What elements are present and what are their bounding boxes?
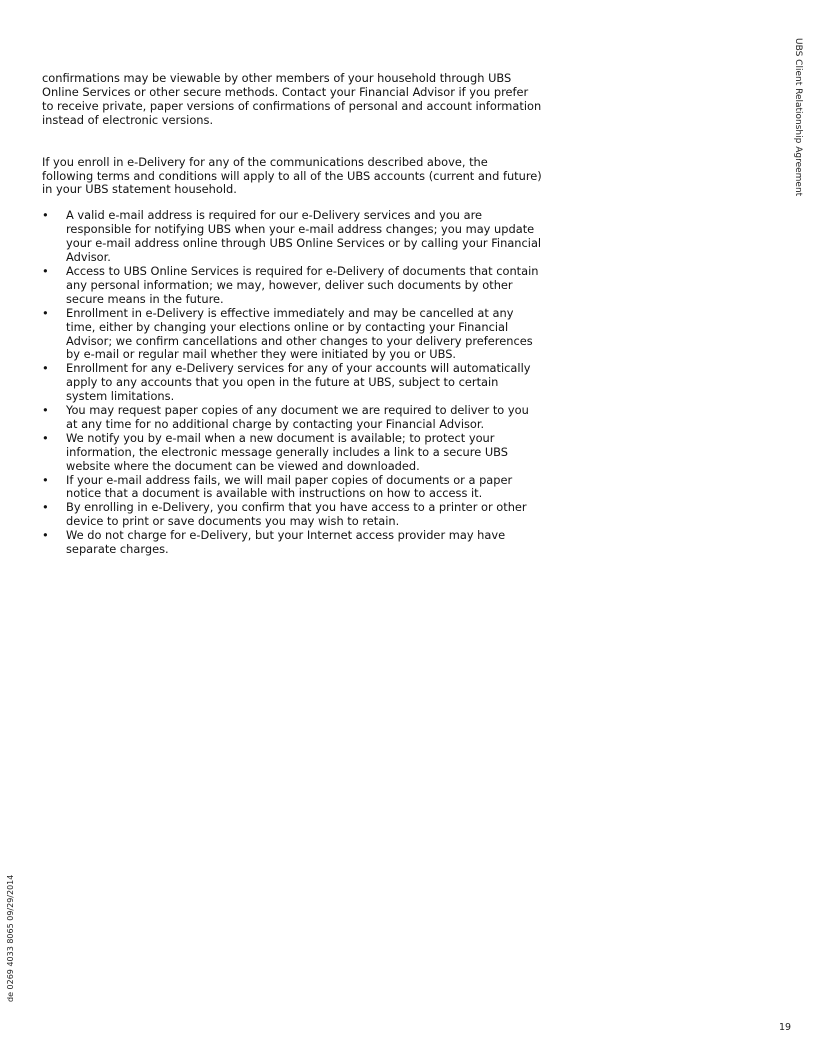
list-item-text: Access to UBS Online Services is required for e-Delivery of documents that contain any personal information; we may, however, deliver such documents by other secure means in the future. (66, 263, 539, 306)
page-number: 19 (779, 1022, 792, 1033)
list-item-text: You may request paper copies of any document we are required to deliver to you at any time for no additional charge by contacting your Financial Advisor. (66, 403, 529, 431)
bullet-icon: • (42, 208, 49, 223)
paragraph-confirmations: confirmations may be viewable by other members of your household through UBS Online Services or other secure methods. Contact your Financial Advisor if you prefer to receive private, paper versions of confirmations of personal and account information instead of electronic versions. (42, 71, 542, 127)
list-item (42, 404, 542, 432)
page-body (42, 72, 542, 557)
list-item (42, 307, 542, 363)
document-code: de 0269 4033 8065 09/29/2014 (6, 874, 15, 1002)
bullet-icon: • (42, 472, 49, 487)
e-delivery-terms-list (42, 209, 542, 557)
list-item-text: If your e-mail address fails, we will mail paper copies of documents or a paper notice that a document is available with instructions on how to access it. (66, 472, 513, 501)
side-document-title: UBS Client Relationship Agreement (793, 38, 803, 197)
list-item (42, 265, 542, 307)
list-item (42, 362, 542, 404)
list-item-text: Enrollment for any e-Delivery services for any of your accounts will automatically apply to any accounts that you open in the future at UBS, subject to certain system limitations. (66, 361, 531, 404)
paragraph-enroll-terms: If you enroll in e-Delivery for any of the communications described above, the following terms and conditions will apply to all of the UBS accounts (current and future) in your UBS statement household. (42, 154, 542, 197)
list-item-text: A valid e-mail address is required for our e-Delivery services and you are responsible for notifying UBS when your e-mail address changes; you may update your e-mail address online through UBS Online Services or by calling your Financial Advisor. (66, 208, 542, 265)
bullet-icon: • (42, 263, 49, 278)
bullet-icon: • (42, 403, 49, 418)
list-item (42, 501, 542, 529)
bullet-icon: • (42, 500, 49, 515)
list-item (42, 432, 542, 474)
bullet-icon: • (42, 361, 49, 376)
list-item-text: Enrollment in e-Delivery is effective immediately and may be cancelled at any time, either by changing your elections online or by contacting your Financial Advisor; we confirm cancellations and other changes to your delivery preferences by e-mail or regular mail whether they were initiated by you or UBS. (66, 305, 533, 362)
list-item-text: We do not charge for e-Delivery, but your Internet access provider may have separate charges. (66, 528, 506, 557)
list-item (42, 474, 542, 502)
bullet-icon: • (42, 528, 49, 543)
list-item (42, 529, 542, 557)
bullet-icon: • (42, 430, 49, 445)
list-item (42, 209, 542, 265)
list-item-text: We notify you by e-mail when a new document is available; to protect your information, the electronic message generally includes a link to a secure UBS website where the document can be viewed and downloaded. (66, 430, 509, 473)
bullet-icon: • (42, 305, 49, 320)
list-item-text: By enrolling in e-Delivery, you confirm that you have access to a printer or other device to print or save documents you may wish to retain. (66, 500, 527, 529)
